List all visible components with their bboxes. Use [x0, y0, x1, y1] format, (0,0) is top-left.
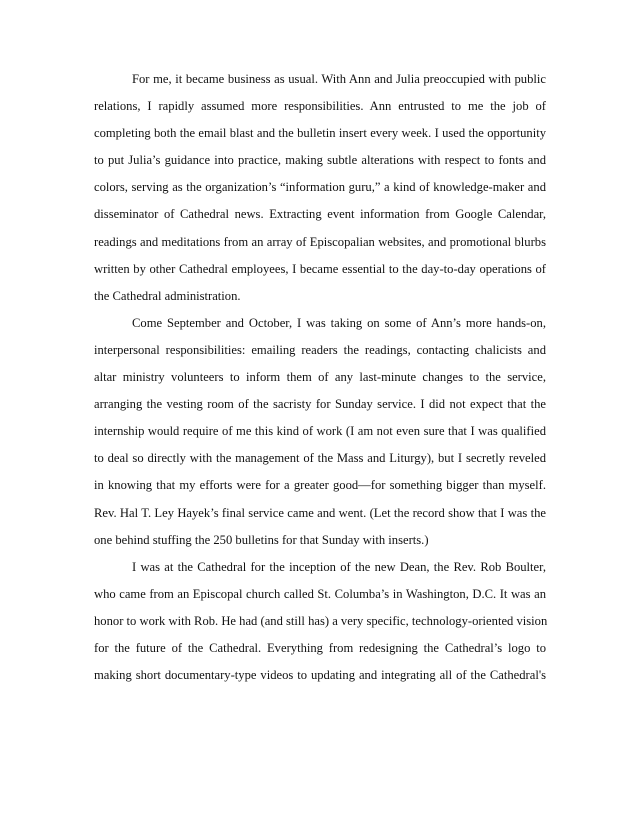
text-line: readings and meditations from an array of Episcopalian websites, and promotional blurbs	[94, 234, 546, 249]
text-line: to put Julia’s guidance into practice, making subtle alterations with respect to fonts and	[94, 153, 546, 168]
text-line: one behind stuffing the 250 bulletins for that Sunday with inserts.)	[94, 532, 429, 547]
paragraph	[94, 66, 546, 310]
text-line: relations, I rapidly assumed more responsibilities. Ann entrusted to me the job of	[94, 99, 546, 114]
text-line: completing both the email blast and the bulletin insert every week. I used the opportunity	[94, 126, 546, 141]
text-line: making short documentary-type videos to updating and integrating all of the Cathedral's	[94, 668, 546, 683]
text-line: Rev. Hal T. Ley Hayek’s final service came and went. (Let the record show that I was the	[94, 505, 546, 520]
body-text	[94, 66, 546, 689]
text-line: written by other Cathedral employees, I became essential to the day-to-day operations of	[94, 261, 546, 276]
text-line: the Cathedral administration.	[94, 288, 241, 303]
paragraph	[94, 554, 546, 689]
text-line: Come September and October, I was taking on some of Ann’s more hands-on,	[132, 315, 546, 330]
paragraph	[94, 310, 546, 554]
text-line: in knowing that my efforts were for a greater good—for something bigger than myself.	[94, 478, 546, 493]
text-line: disseminator of Cathedral news. Extracting event information from Google Calendar,	[94, 207, 546, 222]
text-line: I was at the Cathedral for the inception of the new Dean, the Rev. Rob Boulter,	[132, 559, 546, 574]
text-line: altar ministry volunteers to inform them of any last-minute changes to the service,	[94, 370, 546, 385]
text-line: for the future of the Cathedral. Everything from redesigning the Cathedral’s logo to	[94, 640, 546, 655]
text-line: For me, it became business as usual. With Ann and Julia preoccupied with public	[132, 72, 546, 86]
text-line: who came from an Episcopal church called St. Columba’s in Washington, D.C. It was an	[94, 586, 546, 601]
text-line: to deal so directly with the management of the Mass and Liturgy), but I secretly reveled	[94, 451, 546, 466]
text-line: honor to work with Rob. He had (and still has) a very specific, technology-oriented vision	[94, 613, 548, 628]
text-line: arranging the vesting room of the sacristy for Sunday service. I did not expect that the	[94, 397, 546, 412]
text-line: interpersonal responsibilities: emailing readers the readings, contacting chalicists and	[94, 342, 546, 357]
text-line: internship would require of me this kind of work (I am not even sure that I was qualified	[94, 424, 546, 439]
text-line: colors, serving as the organization’s “information guru,” a kind of knowledge-maker and	[94, 180, 546, 195]
